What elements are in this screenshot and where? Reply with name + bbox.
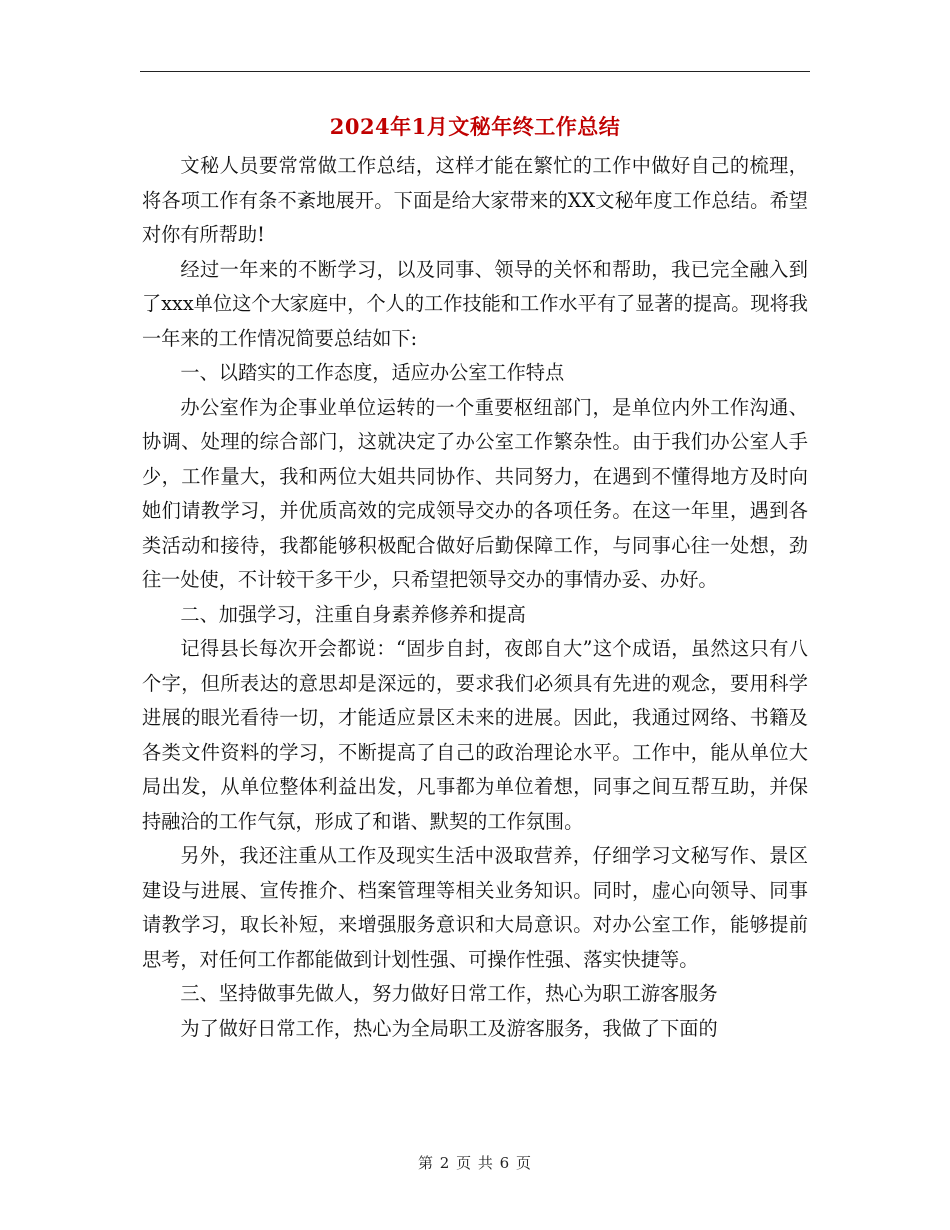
- paragraph-section-3: 为了做好日常工作，热心为全局职工及游客服务，我做了下面的: [180, 1016, 718, 1040]
- paragraph-section-2a: 记得县长每次开会都说：“固步自封，夜郎自大”这个成语，虽然这只有八个字，但所表达的意思却是深远的，要求我们必须具有先进的观念，要用科学进展的眼光看待一切，才能适应景区未来的进展。因此，我通过网络、书籍及各类文件资料的学习，不断提高了自己的政治理论水平。工作中，能从单位大局出发，从单位整体利益出发，凡事都为单位着想，同事之间互帮互助，并保持融洽的工作气氛，形成了和谐、默契的工作氛围。: [142, 637, 808, 833]
- document-title: 2024年1月文秘年终工作总结: [329, 114, 621, 139]
- paragraph-intro: 文秘人员要常常做工作总结，这样才能在繁忙的工作中做好自己的梳理，将各项工作有条不紊地展开。下面是给大家带来的XX文秘年度工作总结。希望对你有所帮助!: [142, 154, 808, 246]
- section-heading-3: 三、坚持做事先做人，努力做好日常工作，热心为职工游客服务: [180, 982, 718, 1005]
- document-body: [142, 149, 808, 1046]
- paragraph-section-1: 办公室作为企事业单位运转的一个重要枢纽部门，是单位内外工作沟通、协调、处理的综合部门，这就决定了办公室工作繁杂性。由于我们办公室人手少，工作量大，我和两位大姐共同协作、共同努力，在遇到不懂得地方及时向她们请教学习，并优质高效的完成领导交办的各项任务。在这一年里，遇到各类活动和接待，我都能够积极配合做好后勤保障工作，与同事心往一处想，劲往一处使，不计较干多干少，只希望把领导交办的事情办妥、办好。: [142, 395, 808, 591]
- paragraph-section-2b: 另外，我还注重从工作及现实生活中汲取营养，仔细学习文秘写作、景区建设与进展、宣传推介、档案管理等相关业务知识。同时，虚心向领导、同事请教学习，取长补短，来增强服务意识和大局意识。对办公室工作，能够提前思考，对任何工作都能做到计划性强、可操作性强、落实快捷等。: [142, 844, 808, 971]
- page-number: 第 2 页 共 6 页: [418, 1154, 532, 1172]
- paragraph-overview: 经过一年来的不断学习，以及同事、领导的关怀和帮助，我已完全融入到了xxx单位这个大家庭中，个人的工作技能和工作水平有了显著的提高。现将我一年来的工作情况简要总结如下:: [142, 257, 808, 350]
- section-heading-2: 二、加强学习，注重自身素养修养和提高: [180, 602, 526, 626]
- section-heading-1: 一、以踏实的工作态度，适应办公室工作特点: [180, 361, 565, 384]
- header-rule: [140, 71, 810, 72]
